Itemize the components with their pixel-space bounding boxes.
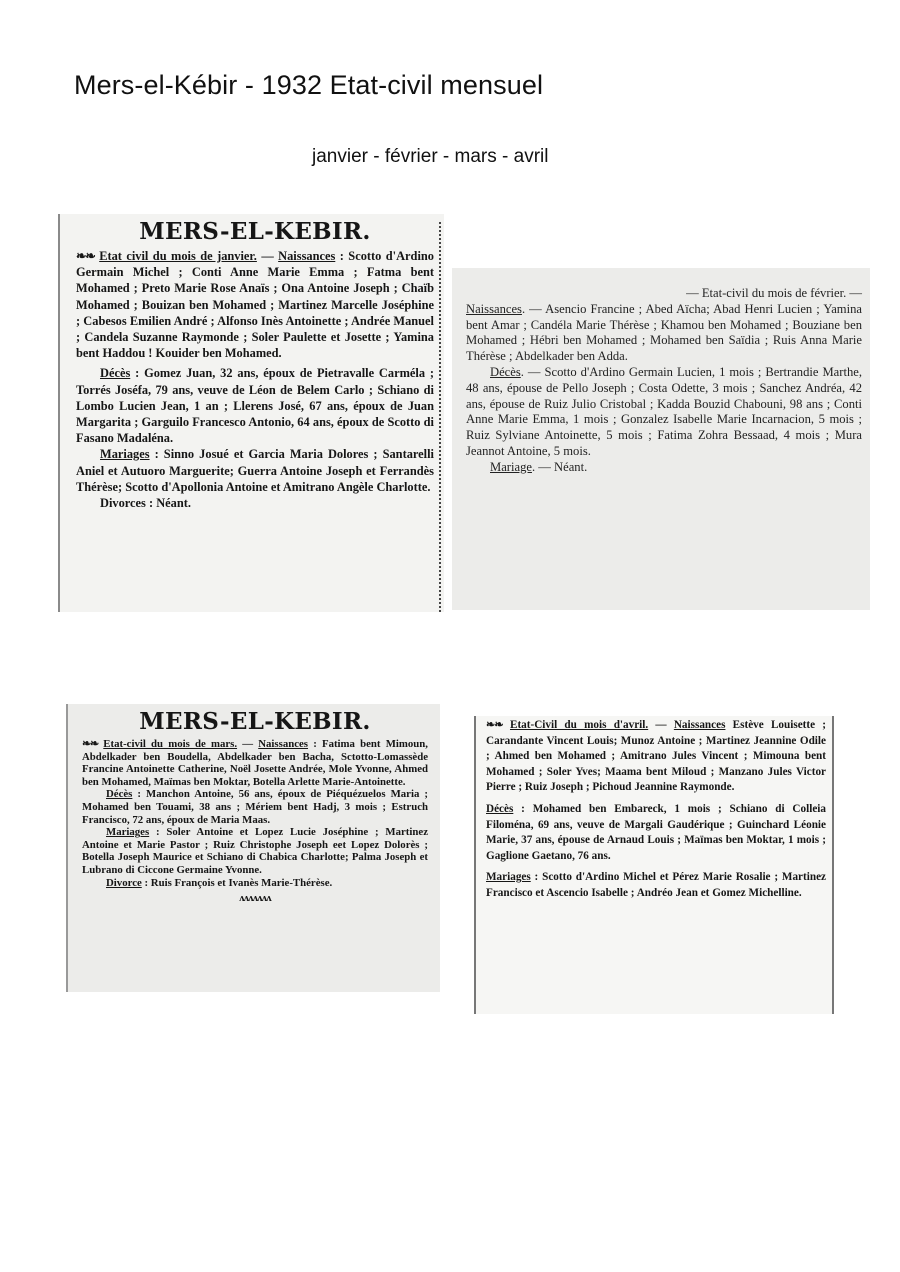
clipping-avril <box>474 716 834 1014</box>
deces-label: Décès <box>100 366 131 381</box>
naissances-paragraph: ❧❧ Etat civil du mois de janvier. — Naissances : Scotto d'Ardino Germain Michel ; Conti Anne Marie Emma ; Fatma bent Mohamed ; Preto Marie Rose Anaïs ; Ona Antoine Joseph ; Chaïb Mohamed ; Bouizan ben Mohamed ; Martinez Marcelle Joséphine ; Cabesos Emilien André ; Alfonso Inès Antoinette ; Andrée Manuel ; Candela Suzanne Raymonde ; Soler Paulette et Josette ; Yamina bent Haddou ! Kouider ben Mohamed. <box>76 249 434 361</box>
deces-paragraph <box>486 802 826 864</box>
mariages-text: : Soler Antoine et Lopez Lucie Joséphine ; Martinez Antoine et Marie Pastor ; Ruiz Christophe Joseph eet Lopez Dolorès ; Botella Joseph Maurice et Schiano di Chabica Charlotte; Palma Joseph et Lubrano di Ciccone Germaine Yvonne. <box>82 826 428 876</box>
naissances-text: Estève Louisette ; Carandante Vincent Louis; Munoz Antoine ; Martinez Jeannine Odile ; Ahmed ben Mohamed ; Amitrano Jules Vincent ; Mimouna bent Mohamed ; Soler Yves; Maama bent Miloud ; Manzano Jules Victor Pierre ; Ruiz Joseph ; Pichoud Jeannine Raymonde. <box>486 719 827 794</box>
mariages-label: Mariages <box>100 447 150 462</box>
deces-label: Décès <box>490 364 521 379</box>
deces-label: Décès <box>106 788 133 801</box>
divorce-label: Divorce <box>106 876 142 889</box>
page-subtitle: janvier - février - mars - avril <box>312 146 549 167</box>
naissances-label: Naissances <box>466 301 522 316</box>
clipping-fevrier <box>452 268 870 610</box>
end-ornament-icon: ʌʌʌʌʌʌʌ <box>239 892 271 905</box>
deces-paragraph <box>76 365 434 446</box>
deces-text: : Manchon Antoine, 56 ans, époux de Piéquézuelos Maria ; Mohamed ben Touami, 38 ans ; Mériem bent Hadj, 3 mois ; Estruch Francisco, 72 ans, époux de Maria Maas. <box>82 788 428 826</box>
naissances-text: : Scotto d'Ardino Germain Michel ; Conti Anne Marie Emma ; Fatma bent Mohamed ; Preto Marie Rose Anaïs ; Ona Antoine Joseph ; Chaïb Mohamed ; Bouizan ben Mohamed ; Martinez Marcelle Joséphine ; Cabesos Emilien André ; Alfonso Inès Antoinette ; Andrée Manuel ; Candela Suzanne Raymonde ; Soler Paulette et Josette ; Yamina bent Haddou ! Kouider ben Mohamed. <box>76 249 434 361</box>
deces-text: : Gomez Juan, 32 ans, époux de Pietravalle Carméla ; Torrés Joséfa, 79 ans, veuve de Léon de Belem Carlo ; Schiano di Lombo Lucien Jean, 1 an ; Llerens José, 67 ans, époux de Juan Margarita ; Garguilo Francesco Antonio, 64 ans, époux de Scotto di Fasano Madaléna. <box>76 366 434 446</box>
ornament-icon: ❧❧ <box>82 738 99 750</box>
mariages-paragraph <box>82 826 428 876</box>
ornament-icon: ❧❧ <box>76 249 95 263</box>
mariages-label: Mariages <box>486 871 531 884</box>
deces-label: Décès <box>486 802 514 815</box>
mariages-paragraph <box>76 446 434 495</box>
mariages-label: Mariages <box>106 826 150 839</box>
divorce-text: : Ruis François et Ivanès Marie-Thérèse. <box>141 876 333 889</box>
mariages-paragraph <box>486 870 826 901</box>
section-title: Etat-Civil du mois d'avril. <box>509 719 649 731</box>
naissances-label: Naissances <box>673 719 726 731</box>
deces-text: : Mohamed ben Embareck, 1 mois ; Schiano di Colleia Filoména, 69 ans, veuve de Margali Gaudérique ; Guinchard Léonie Marie, 37 ans, épouse de Arnaud Louis ; Maïmas ben Moktar, 1 mois ; Gaglione Gaetano, 76 ans. <box>486 802 826 862</box>
ornament-icon: ❧❧ <box>486 719 503 731</box>
mariage-label: Mariage <box>490 459 532 474</box>
deces-paragraph <box>82 788 428 826</box>
mariage-paragraph <box>466 460 862 476</box>
deces-paragraph <box>466 365 862 460</box>
clipping-janvier <box>58 214 444 612</box>
divorce-paragraph <box>82 877 428 890</box>
section-title: Etat civil du mois de janvier. <box>99 249 257 263</box>
naissances-label: Naissances <box>278 249 336 263</box>
divorces-partial: Divorces : Néant. <box>100 496 191 511</box>
page-title: Mers-el-Kébir - 1932 Etat-civil mensuel <box>74 70 544 100</box>
mariages-text: : Sinno Josué et Garcia Maria Dolores ; Santarelli Aniel et Autuoro Marguerite; Guerra Antoine Joseph et Ferrandès Thérèse; Scotto d'Apollonia Antoine et Amitrano Angèle Charlotte. <box>76 447 434 494</box>
naissances-text: : Fatima bent Mimoun, Abdelkader ben Boudella, Abdelkader ben Bacha, Sctotto-Lomassède Francine Antoinette Catherine, Noël Josette Andrée, Mole Yvonne, Ahmed ben Mohamed, Maïmas ben Moktar, Botella Arlette Marie-Antoinette. <box>82 738 428 788</box>
naissances-text: . — Asencio Francine ; Abed Aïcha; Abad Henri Lucien ; Yamina bent Amar ; Candéla Marie Thérèse ; Khamou ben Mohamed ; Bouziane ben Mohamed ; Hébri ben Mohamed ; Mohamed ben Saïdia ; Ruis Anna Marie Thérèse ; Abdelkader ben Adda. <box>466 301 862 364</box>
naissances-paragraph: ❧❧ Etat-Civil du mois d'avril. — Naissances Estève Louisette ; Carandante Vincent Louis; Munoz Antoine ; Martinez Jeannine Odile ; Ahmed ben Mohamed ; Amitrano Jules Vincent ; Mimouna bent Mohamed ; Soler Yves; Maama bent Miloud ; Manzano Jules Victor Pierre ; Ruiz Joseph ; Pichoud Jeannine Raymonde. <box>486 719 827 794</box>
section-title: — Etat-civil du mois de février. — <box>686 286 862 300</box>
mariage-text: . — Néant. <box>531 459 588 474</box>
clipping-heading: MERS-EL-KEBIR. <box>139 708 371 735</box>
naissances-paragraph <box>466 302 862 365</box>
naissances-paragraph: ❧❧ Etat-civil du mois de mars. — Naissances : Fatima bent Mimoun, Abdelkader ben Boudella, Abdelkader ben Bacha, Sctotto-Lomassède Francine Antoinette Catherine, Noël Josette Andrée, Mole Yvonne, Ahmed ben Mohamed, Maïmas ben Moktar, Botella Arlette Marie-Antoinette. <box>82 738 428 788</box>
deces-text: . — Scotto d'Ardino Germain Lucien, 1 mois ; Bertrandie Marthe, 48 ans, épouse de Pello Joseph ; Costa Odette, 3 mois ; Sanchez Andréa, 42 ans, épouse de Ruiz Julio Cristobal ; Kadda Bouzid Chabouni, 98 ans ; Conti Anne Marie Emma, 1 mois ; Gonzalez Isabelle Marie Incarnacion, 5 mois ; Ruiz Sylviane Antoinette, 5 mois ; Fatima Zohra Bessaad, 4 mois ; Mura Jeannot Antoine, 5 mois. <box>466 364 862 458</box>
naissances-label: Naissances <box>258 738 309 750</box>
column-rule <box>439 222 441 612</box>
clipping-heading: MERS-EL-KEBIR. <box>139 218 371 245</box>
clipping-mars <box>66 704 440 992</box>
section-title: Etat-civil du mois de mars. <box>103 738 238 750</box>
mariages-text: : Scotto d'Ardino Michel et Pérez Marie Rosalie ; Martinez Francisco et Ascencio Isabelle ; Andréo Jean et Gomez Michelline. <box>486 871 826 899</box>
